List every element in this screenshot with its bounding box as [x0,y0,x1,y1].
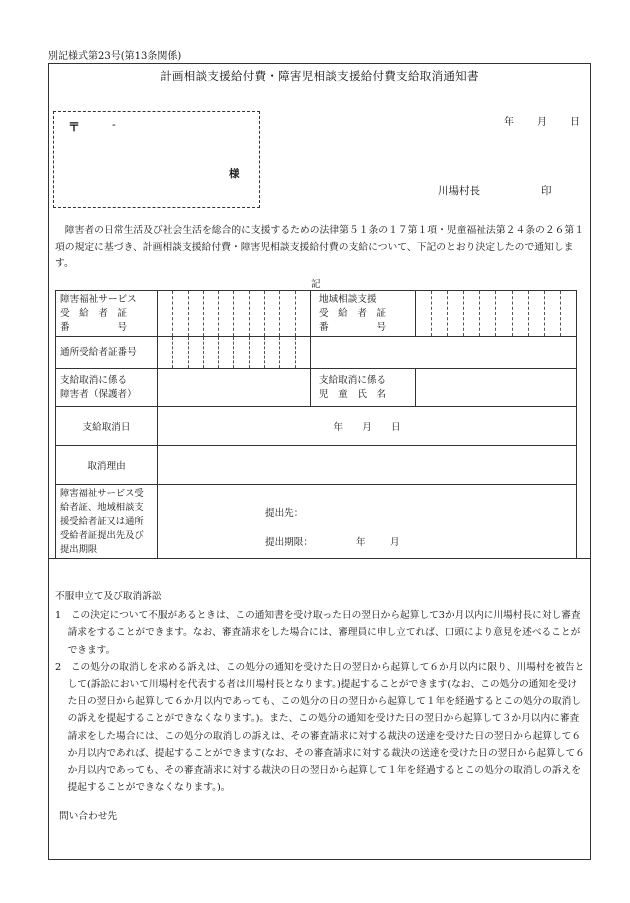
service-cert-line1: 障害福祉サービス [60,293,137,305]
intro-text: 障害者の日常生活及び社会生活を総合的に支援するための法律第５１条の１７第１項・児童福祉法第２４条の２６第１項の規定に基づき、計画相談支援給付費・障害児相談支援給付費の支給について、下記のとおり決定したので通知します。 [55,225,585,269]
regional-cert-number-cells[interactable] [416,291,577,337]
target-child-label [311,369,416,407]
deadline-month: 月 [390,537,400,548]
target-child-line2: 児 童 氏 名 [319,388,387,400]
deadline-year: 年 [356,537,366,548]
submission-line3: 援受給者証又は通所 [60,515,144,527]
postal-mark: 〒 [68,120,81,134]
regional-cert-line3: 番 号 [319,321,387,333]
submission-line4: 受給者証提出先及び [60,529,144,541]
submission-line2: 給者証、地域相談支 [60,501,144,513]
notes-frame [48,558,591,860]
document-title: 計画相談支援給付費・障害児相談支援給付費支給取消通知書 [160,69,479,83]
cancel-date-label: 支給取消日 [56,407,158,446]
regional-cert-line2: 受 給 者 証 [319,307,387,319]
service-cert-line3: 番 号 [60,321,128,333]
form-number: 別記様式第23号(第13条関係) [48,51,182,62]
submission-field[interactable] [158,485,577,559]
target-person-label [56,369,158,407]
issuer-name: 川場村長 [438,185,480,197]
address-window [53,111,260,208]
contact-label: 問い合わせ先 [59,811,118,823]
ki-label: 記 [311,279,321,290]
target-person-field[interactable] [158,369,311,407]
submit-deadline-label: 提出期限： [265,537,313,548]
facility-cert-empty [311,337,577,369]
facility-cert-number-cells[interactable] [158,337,311,369]
service-cert-line2: 受 給 者 証 [60,307,128,319]
notes-item-2: 2 この処分の取消しを求める訴えは、この処分の通知を受けた日の翌日から起算して６か月以内に限り、川場村を被告として(訴訟において川場村を代表する者は川場村長となります。)提起することができます(なお、この処分の通知を受けた日の翌日から起算して６か月以内であっても、この処分の日の翌日から起算して１年を経過するとこの処分の取消しの訴えを提起することができなくなります。)。また、この処分の通知を受けた日の翌日から起算して３か月以内に審査請求をした場合には、この処分の取消しの訴えは、その審査請求に対する裁決の送達を受けた日の翌日から起算して６か月以内であれば、提起することができます(なお、その審査請求に対する裁決の送達を受けた日の翌日から起算して６か月以内であっても、その審査請求に対する裁決の日の翌日から起算して１年を経過するとこの処分の取消しの訴えを提起することができなくなります。)。 [55,661,585,794]
regional-cert-label [311,291,416,337]
postal-dash: - [112,118,116,131]
target-child-line1: 支給取消に係る [319,374,387,386]
cancel-reason-label: 取消理由 [56,446,158,485]
submission-label [56,485,158,559]
issuer-seal: 印 [541,185,552,197]
notes-item-1: 1 この決定について不服があるときは、この通知書を受け取った日の翌日から起算して3か月以内に川場村長に対し審査請求をすることができます。なお、審査請求をした場合には、審理員に申し立てれば、口頭により意見を述べることができます。 [55,610,581,656]
notes-heading: 不服申立て及び取消訴訟 [55,591,162,602]
submission-line5: 提出期限 [60,543,98,555]
date-day: 日 [570,117,580,128]
addressee-sama: 様 [229,168,240,180]
service-cert-label [56,291,158,337]
target-person-line2: 障害者（保護者） [60,388,137,400]
date-month: 月 [537,117,547,128]
cancel-reason-field[interactable] [158,446,577,485]
main-table [55,290,577,559]
target-person-line1: 支給取消に係る [60,374,128,386]
date-year: 年 [504,117,514,128]
cancel-date-field[interactable]: 年 月 日 [158,407,577,446]
facility-cert-label: 通所受給者証番号 [56,337,158,369]
target-child-field[interactable] [416,369,577,407]
regional-cert-line1: 地域相談支援 [319,293,377,305]
submission-line1: 障害福祉サービス受 [60,487,144,499]
service-cert-number-cells[interactable] [158,291,311,337]
submit-to-label: 提出先： [265,508,304,519]
